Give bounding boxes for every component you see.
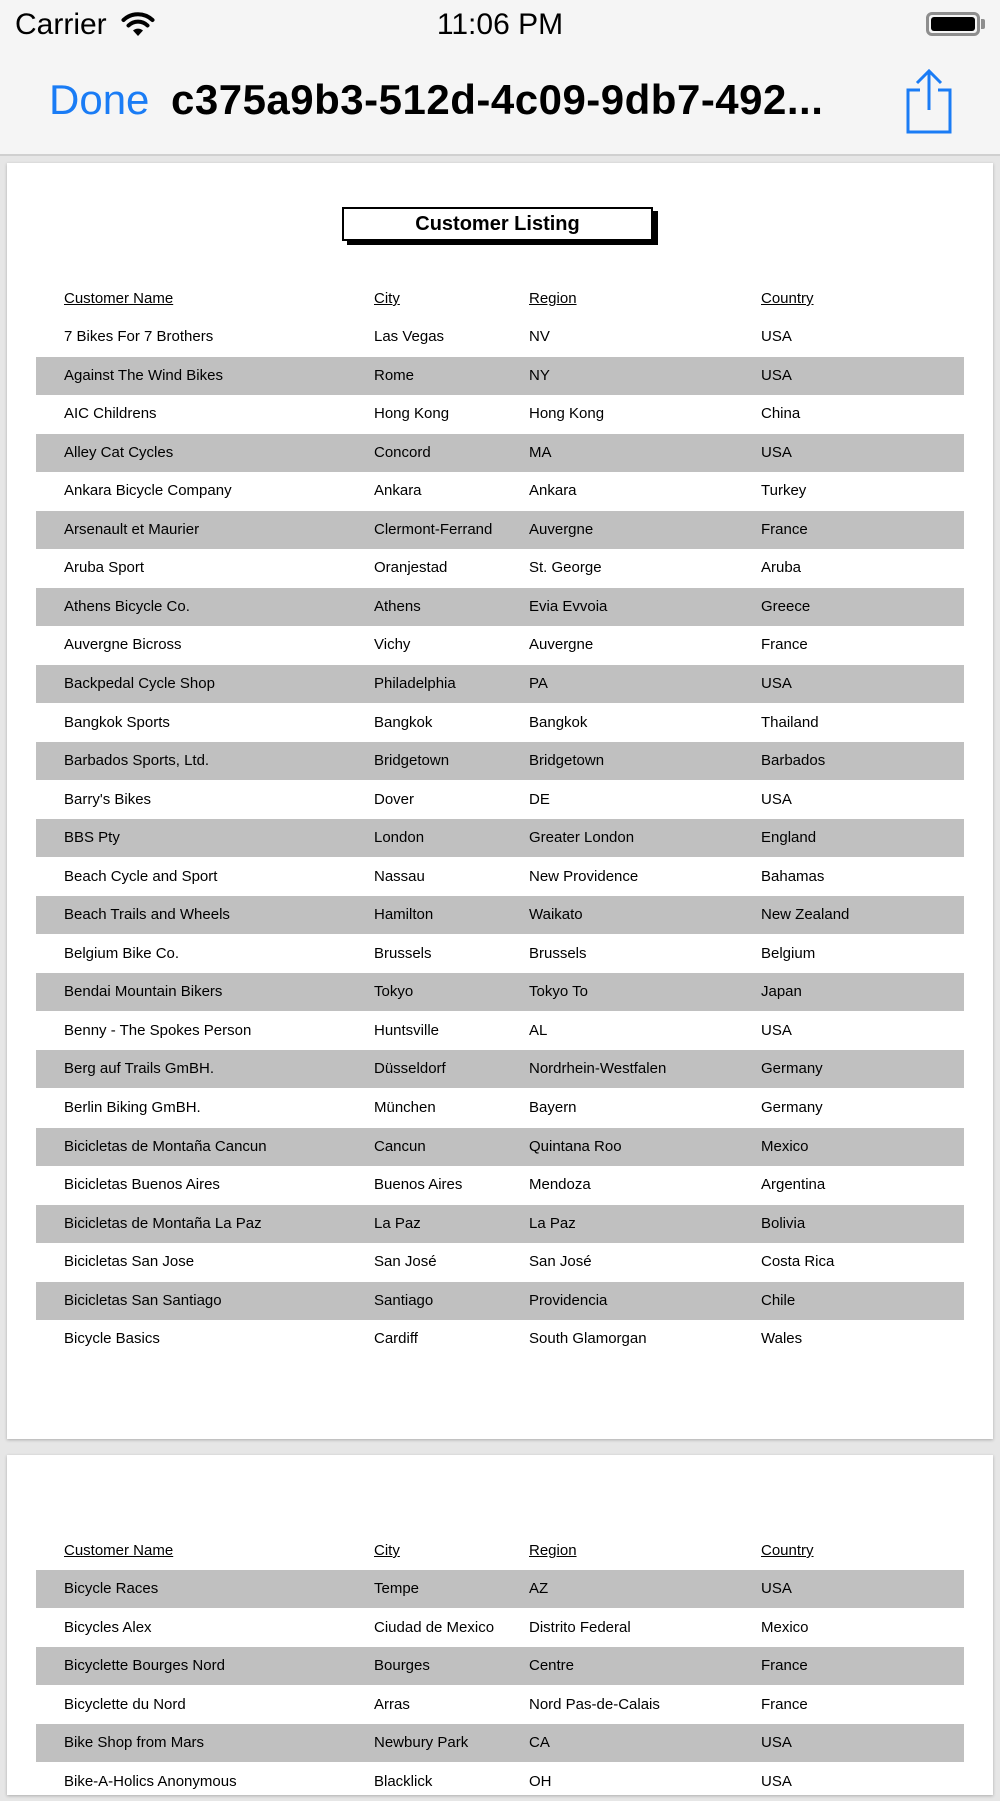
city-cell: Oranjestad [374, 559, 448, 577]
table-row [36, 1128, 964, 1166]
customer-name-cell: Berlin Biking GmBH. [64, 1099, 201, 1116]
region-cell: NV [529, 328, 550, 345]
country-cell: Greece [761, 597, 811, 615]
table-row [36, 1205, 964, 1243]
table-row [36, 896, 964, 934]
country-cell: France [761, 1695, 808, 1713]
country-cell: Belgium [761, 944, 816, 962]
customer-name-cell: Bicycles Alex [64, 1618, 152, 1636]
country-cell: Bahamas [761, 867, 825, 885]
customer-name-cell: Auvergne Bicross [64, 636, 182, 654]
city-cell: Tempe [374, 1580, 420, 1597]
customer-name-cell: Belgium Bike Co. [64, 944, 180, 962]
region-cell: Ankara [529, 482, 577, 500]
share-icon[interactable] [904, 68, 954, 136]
report-page-1 [7, 163, 993, 1439]
table-row [36, 1686, 964, 1724]
table-row [36, 318, 964, 356]
region-cell: NY [529, 366, 550, 384]
customer-name-cell: 7 Bikes For 7 Brothers [64, 328, 214, 345]
table-row [36, 704, 964, 742]
status-carrier: Carrier [15, 8, 107, 41]
table-row [36, 1243, 964, 1281]
customer-name-cell: AIC Childrens [64, 405, 157, 423]
city-cell: Dover [374, 790, 415, 808]
country-cell: Turkey [761, 482, 807, 500]
region-cell: AZ [529, 1580, 549, 1597]
region-cell: Auvergne [529, 636, 594, 654]
customer-name-cell: Bicycle Races [64, 1580, 159, 1597]
column-header-country: Country [761, 1542, 814, 1559]
table-row [36, 626, 964, 664]
city-cell: Nassau [374, 867, 425, 885]
region-cell: Evia Evvoia [529, 597, 608, 615]
customer-name-cell: Bicicletas San Jose [64, 1253, 195, 1271]
customer-name-cell: Beach Trails and Wheels [64, 906, 230, 924]
city-cell: Blacklick [374, 1772, 433, 1790]
country-cell: Mexico [761, 1137, 809, 1155]
column-header-row [36, 280, 964, 318]
customer-name-cell: Bicicletas de Montaña Cancun [64, 1137, 267, 1155]
region-cell: Brussels [529, 944, 587, 962]
region-cell: Tokyo To [529, 983, 588, 1001]
done-button[interactable]: Done [49, 76, 150, 123]
region-cell: Centre [529, 1657, 575, 1675]
city-cell: Cardiff [374, 1330, 418, 1348]
city-cell: Ankara [374, 482, 422, 500]
table-row [36, 1647, 964, 1685]
table-row [36, 1282, 964, 1320]
customer-name-cell: Bicicletas San Santiago [64, 1291, 222, 1309]
region-cell: Greater London [529, 829, 635, 847]
region-cell: Quintana Roo [529, 1137, 622, 1155]
city-cell: Tokyo [374, 983, 414, 1001]
customer-name-cell: Bicyclette Bourges Nord [64, 1657, 225, 1675]
customer-name-cell: Bendai Mountain Bikers [64, 983, 223, 1001]
country-cell: Argentina [761, 1176, 826, 1194]
country-cell: Wales [761, 1330, 803, 1348]
navigation-bar [0, 0, 1000, 156]
customer-name-cell: Benny - The Spokes Person [64, 1021, 252, 1039]
city-cell: Philadelphia [374, 674, 456, 692]
table-row [36, 472, 964, 510]
table-row [36, 395, 964, 433]
city-cell: Las Vegas [374, 328, 445, 345]
customer-name-cell: Barbados Sports, Ltd. [64, 752, 210, 770]
country-cell: USA [761, 443, 792, 461]
region-cell: PA [529, 674, 548, 692]
table-row [36, 1050, 964, 1088]
country-cell: USA [761, 1580, 792, 1597]
customer-name-cell: Backpedal Cycle Shop [64, 674, 215, 692]
city-cell: Rome [374, 366, 415, 384]
country-cell: Costa Rica [761, 1253, 835, 1271]
table-row [36, 1609, 964, 1647]
country-cell: New Zealand [761, 906, 850, 924]
table-row [36, 1089, 964, 1127]
city-cell: Bridgetown [374, 752, 450, 770]
region-cell: AL [529, 1021, 548, 1039]
city-cell: Athens [374, 597, 421, 615]
country-cell: USA [761, 1734, 792, 1752]
table-row [36, 742, 964, 780]
table-row [36, 357, 964, 395]
city-cell: San José [374, 1253, 437, 1271]
table-row [36, 1320, 964, 1358]
country-cell: England [761, 829, 817, 847]
city-cell: London [374, 829, 425, 847]
customer-name-cell: Against The Wind Bikes [64, 366, 223, 384]
table-row [36, 781, 964, 819]
table-row [36, 549, 964, 587]
city-cell: Vichy [374, 636, 411, 654]
city-cell: Hong Kong [374, 405, 450, 423]
table-row [36, 434, 964, 472]
customer-name-cell: Ankara Bicycle Company [64, 482, 232, 500]
table-row [36, 935, 964, 973]
customer-name-cell: Bicycle Basics [64, 1330, 160, 1348]
table-row [36, 973, 964, 1011]
region-cell: La Paz [529, 1214, 576, 1232]
country-cell: Mexico [761, 1618, 809, 1636]
region-cell: Mendoza [529, 1176, 591, 1194]
region-cell: Bridgetown [529, 752, 605, 770]
customer-name-cell: Bangkok Sports [64, 713, 170, 731]
city-cell: Bourges [374, 1657, 430, 1675]
country-cell: USA [761, 674, 792, 692]
table-row [36, 1012, 964, 1050]
table-row [36, 665, 964, 703]
region-cell: Waikato [529, 906, 583, 924]
city-cell: Cancun [374, 1137, 426, 1155]
country-cell: France [761, 1657, 808, 1675]
customer-name-cell: Bicicletas de Montaña La Paz [64, 1214, 262, 1232]
region-cell: MA [529, 443, 552, 461]
column-header-region: Region [529, 1542, 577, 1559]
city-cell: Clermont-Ferrand [374, 520, 493, 538]
customer-name-cell: Beach Cycle and Sport [64, 867, 218, 885]
city-cell: Santiago [374, 1291, 434, 1309]
country-cell: Aruba [761, 559, 802, 577]
city-cell: Düsseldorf [374, 1060, 446, 1078]
region-cell: San José [529, 1253, 592, 1271]
battery-nub [981, 19, 985, 29]
report-page-2 [7, 1455, 993, 1795]
country-cell: USA [761, 1021, 792, 1039]
status-time: 11:06 PM [436, 8, 564, 41]
country-cell: Chile [761, 1291, 796, 1309]
customer-name-cell: Bike-A-Holics Anonymous [64, 1772, 237, 1790]
region-cell: OH [529, 1772, 552, 1790]
city-cell: Ciudad de Mexico [374, 1618, 495, 1636]
city-cell: Huntsville [374, 1021, 440, 1039]
country-cell: Japan [761, 983, 802, 1001]
region-cell: St. George [529, 559, 602, 577]
column-header-city: City [374, 1542, 400, 1559]
table-row [36, 1724, 964, 1762]
city-cell: Newbury Park [374, 1734, 469, 1752]
city-cell: Hamilton [374, 906, 434, 924]
country-cell: Barbados [761, 752, 826, 770]
customer-name-cell: Athens Bicycle Co. [64, 597, 190, 615]
country-cell: USA [761, 366, 792, 384]
region-cell: Providencia [529, 1291, 608, 1309]
customer-name-cell: Berg auf Trails GmBH. [64, 1060, 215, 1078]
region-cell: CA [529, 1734, 550, 1752]
customer-name-cell: Bicicletas Buenos Aires [64, 1176, 220, 1194]
table-row [36, 858, 964, 896]
customer-name-cell: Alley Cat Cycles [64, 443, 174, 461]
table-row [36, 588, 964, 626]
city-cell: Concord [374, 443, 431, 461]
battery-icon [926, 12, 980, 36]
city-cell: Bangkok [374, 713, 433, 731]
country-cell: Bolivia [761, 1214, 806, 1232]
table-row [36, 819, 964, 857]
table-row [36, 511, 964, 549]
table-row [36, 1763, 964, 1801]
column-header-city: City [374, 290, 400, 307]
customer-name-cell: Bicyclette du Nord [64, 1695, 186, 1713]
region-cell: Distrito Federal [529, 1618, 631, 1636]
city-cell: La Paz [374, 1214, 421, 1232]
document-title: c375a9b3-512d-4c09-9db7-492... [171, 76, 824, 123]
customer-name-cell: Barry's Bikes [64, 790, 152, 808]
column-header-customer-name: Customer Name [64, 1542, 174, 1559]
country-cell: Thailand [761, 713, 819, 731]
region-cell: New Providence [529, 867, 639, 885]
report-title: Customer Listing [342, 207, 653, 241]
column-header-row [36, 1532, 964, 1570]
country-cell: China [761, 405, 801, 423]
city-cell: München [374, 1099, 436, 1116]
table-row [36, 1570, 964, 1608]
region-cell: DE [529, 790, 550, 808]
region-cell: South Glamorgan [529, 1330, 647, 1348]
city-cell: Buenos Aires [374, 1176, 463, 1194]
country-cell: USA [761, 1772, 792, 1790]
region-cell: Nord Pas-de-Calais [529, 1695, 660, 1713]
region-cell: Auvergne [529, 520, 594, 538]
customer-name-cell: BBS Pty [64, 829, 120, 847]
customer-name-cell: Bike Shop from Mars [64, 1734, 205, 1752]
country-cell: Germany [761, 1060, 823, 1078]
country-cell: France [761, 520, 808, 538]
region-cell: Hong Kong [529, 405, 605, 423]
table-row [36, 1166, 964, 1204]
country-cell: USA [761, 790, 792, 808]
column-header-region: Region [529, 290, 577, 307]
city-cell: Arras [374, 1695, 410, 1713]
region-cell: Bayern [529, 1099, 577, 1116]
region-cell: Nordrhein-Westfalen [529, 1060, 667, 1078]
customer-name-cell: Aruba Sport [64, 559, 145, 577]
column-header-customer-name: Customer Name [64, 290, 174, 307]
region-cell: Bangkok [529, 713, 588, 731]
customer-name-cell: Arsenault et Maurier [64, 520, 200, 538]
city-cell: Brussels [374, 944, 432, 962]
country-cell: USA [761, 328, 792, 345]
column-header-country: Country [761, 290, 814, 307]
country-cell: France [761, 636, 808, 654]
country-cell: Germany [761, 1099, 823, 1116]
